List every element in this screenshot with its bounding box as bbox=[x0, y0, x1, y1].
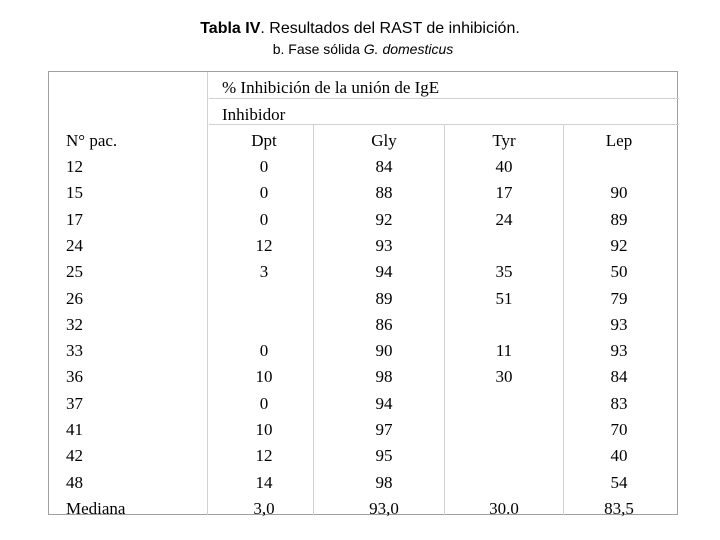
header-span: % Inhibición de la unión de IgE bbox=[222, 78, 440, 97]
cell-patient: Mediana bbox=[66, 499, 126, 518]
cell-gly: 97 bbox=[375, 420, 393, 439]
cell-dpt: 12 bbox=[255, 236, 273, 255]
cell-gly: 95 bbox=[375, 446, 393, 465]
cell-lep: 70 bbox=[610, 420, 628, 439]
cell-tyr: 51 bbox=[495, 289, 513, 308]
cell-dpt: 14 bbox=[255, 473, 273, 492]
cell-gly: 84 bbox=[375, 157, 393, 176]
cell-tyr: 11 bbox=[495, 341, 513, 360]
header-tyr: Tyr bbox=[492, 131, 516, 150]
cell-patient: 12 bbox=[66, 157, 83, 176]
cell-lep: 90 bbox=[610, 183, 628, 202]
header-patient: N° pac. bbox=[66, 131, 118, 150]
cell-gly: 89 bbox=[375, 289, 393, 308]
cell-lep: 54 bbox=[610, 473, 628, 492]
cell-dpt: 12 bbox=[255, 446, 273, 465]
results-table bbox=[48, 71, 678, 518]
cell-tyr: 35 bbox=[495, 262, 513, 281]
table-title-text: . Resultados del RAST de inhibición. bbox=[260, 20, 520, 37]
cell-lep: 40 bbox=[610, 446, 628, 465]
cell-dpt: 0 bbox=[259, 210, 269, 229]
cell-lep: 92 bbox=[610, 236, 628, 255]
cell-gly: 98 bbox=[375, 473, 393, 492]
column-divider-dpt bbox=[313, 124, 314, 515]
cell-tyr: 30.0 bbox=[489, 499, 519, 518]
column-divider-tyr bbox=[563, 124, 564, 515]
cell-dpt: 0 bbox=[259, 183, 269, 202]
cell-patient: 48 bbox=[66, 473, 83, 492]
cell-patient: 32 bbox=[66, 315, 83, 334]
cell-dpt: 0 bbox=[259, 341, 269, 360]
cell-lep: 50 bbox=[610, 262, 628, 281]
cell-lep: 89 bbox=[610, 210, 628, 229]
cell-tyr: 30 bbox=[495, 367, 513, 386]
cell-gly: 93 bbox=[375, 236, 393, 255]
header-dpt: Dpt bbox=[251, 131, 277, 150]
cell-patient: 36 bbox=[66, 367, 83, 386]
cell-gly: 92 bbox=[375, 210, 393, 229]
table-title-label: Tabla IV bbox=[200, 20, 261, 37]
cell-patient: 17 bbox=[66, 210, 83, 229]
cell-tyr: 24 bbox=[495, 210, 513, 229]
table-subtitle bbox=[0, 41, 720, 57]
cell-gly: 86 bbox=[375, 315, 393, 334]
header-inhibidor: Inhibidor bbox=[222, 105, 286, 124]
cell-lep: 83,5 bbox=[604, 499, 634, 518]
cell-gly: 94 bbox=[375, 262, 393, 281]
table-title bbox=[0, 20, 720, 38]
cell-gly: 98 bbox=[375, 367, 393, 386]
subtitle-species: G. domesticus bbox=[363, 41, 454, 57]
cell-lep: 79 bbox=[610, 289, 628, 308]
cell-gly: 88 bbox=[375, 183, 393, 202]
header-gly: Gly bbox=[371, 131, 397, 150]
cell-patient: 42 bbox=[66, 446, 83, 465]
cell-gly: 90 bbox=[375, 341, 393, 360]
cell-dpt: 10 bbox=[255, 367, 273, 386]
cell-tyr: 40 bbox=[495, 157, 513, 176]
cell-patient: 15 bbox=[66, 183, 83, 202]
cell-lep: 84 bbox=[610, 367, 628, 386]
subtitle-prefix: b. Fase sólida bbox=[272, 41, 364, 57]
cell-patient: 25 bbox=[66, 262, 83, 281]
cell-patient: 26 bbox=[66, 289, 83, 308]
cell-dpt: 0 bbox=[259, 394, 269, 413]
cell-patient: 37 bbox=[66, 394, 83, 413]
header-divider-1 bbox=[209, 98, 679, 99]
column-divider-gly bbox=[444, 124, 445, 515]
cell-gly: 93,0 bbox=[369, 499, 399, 518]
cell-dpt: 3,0 bbox=[253, 499, 275, 518]
cell-lep: 83 bbox=[610, 394, 628, 413]
cell-patient: 41 bbox=[66, 420, 83, 439]
cell-dpt: 10 bbox=[255, 420, 273, 439]
cell-lep: 93 bbox=[610, 315, 628, 334]
cell-patient: 24 bbox=[66, 236, 83, 255]
cell-gly: 94 bbox=[375, 394, 393, 413]
cell-lep: 93 bbox=[610, 341, 628, 360]
patient-column-divider bbox=[207, 72, 208, 515]
cell-dpt: 3 bbox=[259, 262, 269, 281]
cell-patient: 33 bbox=[66, 341, 83, 360]
header-lep: Lep bbox=[605, 131, 633, 150]
cell-tyr: 17 bbox=[495, 183, 513, 202]
cell-dpt: 0 bbox=[259, 157, 269, 176]
